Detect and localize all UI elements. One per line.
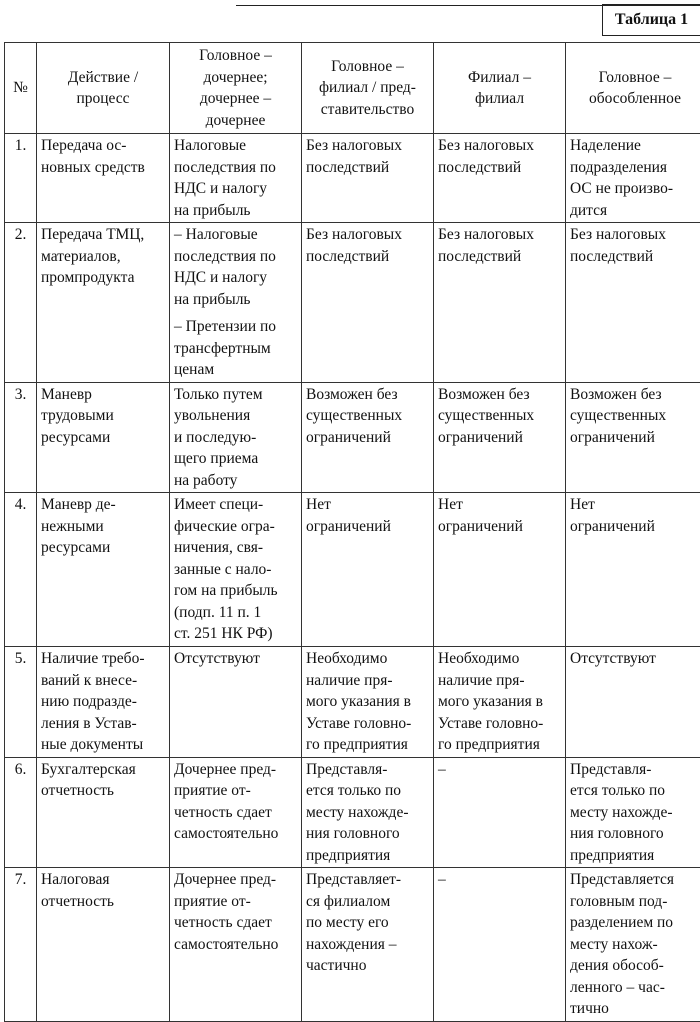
cell-parent-branch [302, 647, 434, 758]
cell-line: Необходимо [306, 648, 429, 670]
cell-line: последствия по [174, 157, 297, 179]
cell-line: тично [570, 998, 700, 1020]
cell-line: нию подразде- [41, 691, 165, 713]
header-line: Действие / [40, 67, 166, 89]
cell-line: подразделения [570, 157, 700, 179]
cell-line: ценам [174, 359, 297, 381]
cell-line: дится [570, 200, 700, 222]
row-number: 6. [5, 757, 37, 868]
cell-line: ется только по [306, 780, 429, 802]
cell-line: ные документы [41, 734, 165, 756]
col-header-number [5, 43, 37, 134]
cell-line: ваний к внесе- [41, 670, 165, 692]
cell-line: Дочернее пред- [174, 759, 297, 781]
cell-branch-branch [434, 757, 566, 868]
cell-line: последствий [438, 246, 561, 268]
table-row [5, 868, 700, 1022]
cell-line: – [438, 759, 561, 781]
header-row [5, 43, 700, 134]
cell-line: занные с нало- [174, 559, 297, 581]
cell-parent-subsidiary [170, 493, 302, 647]
cell-line: на работу [174, 470, 297, 492]
cell-line: Представляется [570, 869, 700, 891]
table-row [5, 223, 700, 383]
row-number: 3. [5, 382, 37, 493]
cell-line: ления в Устав- [41, 713, 165, 735]
cell-line: трансфертным [174, 338, 297, 360]
cell-line: дения обособ- [570, 955, 700, 977]
cell-line: Передача ТМЦ, [41, 224, 165, 246]
header-line: процесс [40, 88, 166, 110]
cell-line: Имеет специ- [174, 494, 297, 516]
cell-line: существенных [570, 405, 700, 427]
cell-branch-branch [434, 134, 566, 223]
cell-line: на прибыль [174, 289, 297, 311]
cell-line: Нет [306, 494, 429, 516]
cell-branch-branch [434, 647, 566, 758]
cell-line: Возможен без [306, 384, 429, 406]
cell-line: ничения, свя- [174, 537, 297, 559]
header-line: филиал [437, 88, 562, 110]
header-line: Головное – [305, 56, 430, 78]
cell-line: Без налоговых [438, 224, 561, 246]
cell-line: ется только по [570, 780, 700, 802]
col-header-action [37, 43, 170, 134]
cell-parent-subsidiary [170, 223, 302, 383]
cell-line: существенных [438, 405, 561, 427]
row-number: 4. [5, 493, 37, 647]
cell-line: Бухгалтерская [41, 759, 165, 781]
cell-line: ограничений [570, 516, 700, 538]
table-row [5, 382, 700, 493]
header-line: № [8, 77, 33, 99]
cell-line: последствий [306, 246, 429, 268]
cell-line: ресурсами [41, 537, 165, 559]
row-number: 1. [5, 134, 37, 223]
header-line: филиал / пред- [305, 77, 430, 99]
cell-line: ся филиалом [306, 891, 429, 913]
cell-line: – [438, 869, 561, 891]
cell-line: го предприятия [438, 734, 561, 756]
cell-line: Представляет- [306, 869, 429, 891]
cell-parent-separate [566, 223, 700, 383]
cell-parent-branch [302, 223, 434, 383]
cell-line: (подп. 11 п. 1 [174, 602, 297, 624]
cell-line: Уставе головно- [306, 713, 429, 735]
cell-line: месту нахож- [570, 934, 700, 956]
cell-line: ограничений [438, 427, 561, 449]
cell-line: новных средств [41, 157, 165, 179]
cell-line: ресурсами [41, 427, 165, 449]
row-number: 7. [5, 868, 37, 1022]
cell-parent-subsidiary [170, 647, 302, 758]
header-line: дочернее [173, 110, 298, 132]
cell-line: материалов, [41, 246, 165, 268]
cell-action [37, 757, 170, 868]
cell-action [37, 647, 170, 758]
cell-line: ОС не произво- [570, 178, 700, 200]
cell-parent-separate [566, 757, 700, 868]
row-number: 2. [5, 223, 37, 383]
cell-parent-subsidiary [170, 868, 302, 1022]
header-line: дочернее; [173, 67, 298, 89]
cell-line: го предприятия [306, 734, 429, 756]
comparison-table [4, 42, 700, 1022]
table-row [5, 493, 700, 647]
cell-action [37, 382, 170, 493]
cell-line: месту нахожде- [570, 802, 700, 824]
cell-line: последствий [438, 157, 561, 179]
cell-line: отчетность [41, 891, 165, 913]
table-row [5, 757, 700, 868]
cell-line: нежными [41, 516, 165, 538]
cell-line: последствий [306, 157, 429, 179]
table-caption: Таблица 1 [602, 4, 700, 36]
cell-line: ленного – час- [570, 977, 700, 999]
cell-line: Возможен без [570, 384, 700, 406]
cell-line: ния головного [306, 823, 429, 845]
cell-line: Возможен без [438, 384, 561, 406]
cell-line: по месту его [306, 912, 429, 934]
cell-line: ст. 251 НК РФ) [174, 623, 297, 645]
cell-branch-branch [434, 223, 566, 383]
cell-line: головным под- [570, 891, 700, 913]
cell-branch-branch [434, 493, 566, 647]
cell-line: Представля- [570, 759, 700, 781]
cell-branch-branch [434, 868, 566, 1022]
cell-line: частично [306, 955, 429, 977]
cell-action [37, 868, 170, 1022]
cell-branch-branch [434, 382, 566, 493]
cell-parent-separate [566, 382, 700, 493]
cell-line: ограничений [570, 427, 700, 449]
table-row [5, 647, 700, 758]
cell-action [37, 223, 170, 383]
cell-line: приятие от- [174, 891, 297, 913]
cell-action [37, 493, 170, 647]
cell-line: четность сдает [174, 912, 297, 934]
cell-line: Нет [570, 494, 700, 516]
cell-line: наличие пря- [438, 670, 561, 692]
cell-line: увольнения [174, 405, 297, 427]
cell-line: месту нахожде- [306, 802, 429, 824]
cell-parent-separate [566, 647, 700, 758]
cell-line: на прибыль [174, 200, 297, 222]
cell-line: Без налоговых [438, 135, 561, 157]
table-row [5, 134, 700, 223]
cell-line: самостоятельно [174, 934, 297, 956]
cell-line: нахождения – [306, 934, 429, 956]
cell-line: – Налоговые [174, 224, 297, 246]
cell-line: самостоятельно [174, 823, 297, 845]
cell-line: ограничений [306, 516, 429, 538]
cell-line: ограничений [438, 516, 561, 538]
cell-line: существенных [306, 405, 429, 427]
cell-line: Без налоговых [570, 224, 700, 246]
cell-parent-separate [566, 134, 700, 223]
cell-line: Наделение [570, 135, 700, 157]
cell-parent-subsidiary [170, 134, 302, 223]
cell-line: Маневр де- [41, 494, 165, 516]
cell-line: НДС и налогу [174, 178, 297, 200]
cell-line: – Претензии по [174, 316, 297, 338]
header-line: Филиал – [437, 67, 562, 89]
cell-line: гом на прибыль [174, 580, 297, 602]
header-line: Головное – [569, 67, 700, 89]
cell-line: Без налоговых [306, 135, 429, 157]
col-header-parent-separate [566, 43, 700, 134]
cell-line: четность сдает [174, 802, 297, 824]
cell-line: приятие от- [174, 780, 297, 802]
header-line: дочернее – [173, 88, 298, 110]
cell-line: промпродукта [41, 267, 165, 289]
cell-line: ограничений [306, 427, 429, 449]
cell-line: Отсутствуют [570, 648, 700, 670]
col-header-parent-subsidiary [170, 43, 302, 134]
cell-line: Представля- [306, 759, 429, 781]
cell-line: мого указания в [306, 691, 429, 713]
cell-line: Наличие требо- [41, 648, 165, 670]
cell-parent-separate [566, 493, 700, 647]
cell-line: мого указания в [438, 691, 561, 713]
cell-action [37, 134, 170, 223]
cell-line: фические огра- [174, 516, 297, 538]
cell-line: щего приема [174, 448, 297, 470]
cell-parent-branch [302, 134, 434, 223]
cell-line: Необходимо [438, 648, 561, 670]
cell-line: ния головного [570, 823, 700, 845]
cell-line: Налоговые [174, 135, 297, 157]
row-number: 5. [5, 647, 37, 758]
header-line: ставительство [305, 99, 430, 121]
cell-parent-subsidiary [170, 382, 302, 493]
cell-parent-separate [566, 868, 700, 1022]
cell-parent-branch [302, 868, 434, 1022]
cell-parent-subsidiary [170, 757, 302, 868]
cell-line: предприятия [306, 845, 429, 867]
cell-line: Нет [438, 494, 561, 516]
col-header-branch-branch [434, 43, 566, 134]
cell-line: наличие пря- [306, 670, 429, 692]
cell-line: последствия по [174, 246, 297, 268]
cell-parent-branch [302, 757, 434, 868]
cell-parent-branch [302, 382, 434, 493]
cell-line: и последую- [174, 427, 297, 449]
cell-line: отчетность [41, 780, 165, 802]
cell-line: Дочернее пред- [174, 869, 297, 891]
cell-line: Отсутствуют [174, 648, 297, 670]
cell-line: Уставе головно- [438, 713, 561, 735]
cell-line: Передача ос- [41, 135, 165, 157]
cell-line: Налоговая [41, 869, 165, 891]
header-line: обособленное [569, 88, 700, 110]
cell-line: Без налоговых [306, 224, 429, 246]
header-line: Головное – [173, 45, 298, 67]
cell-line: Маневр [41, 384, 165, 406]
cell-line: предприятия [570, 845, 700, 867]
cell-line: НДС и налогу [174, 267, 297, 289]
cell-line: разделением по [570, 912, 700, 934]
col-header-parent-branch [302, 43, 434, 134]
cell-line: трудовыми [41, 405, 165, 427]
cell-parent-branch [302, 493, 434, 647]
cell-line: последствий [570, 246, 700, 268]
cell-line: Только путем [174, 384, 297, 406]
